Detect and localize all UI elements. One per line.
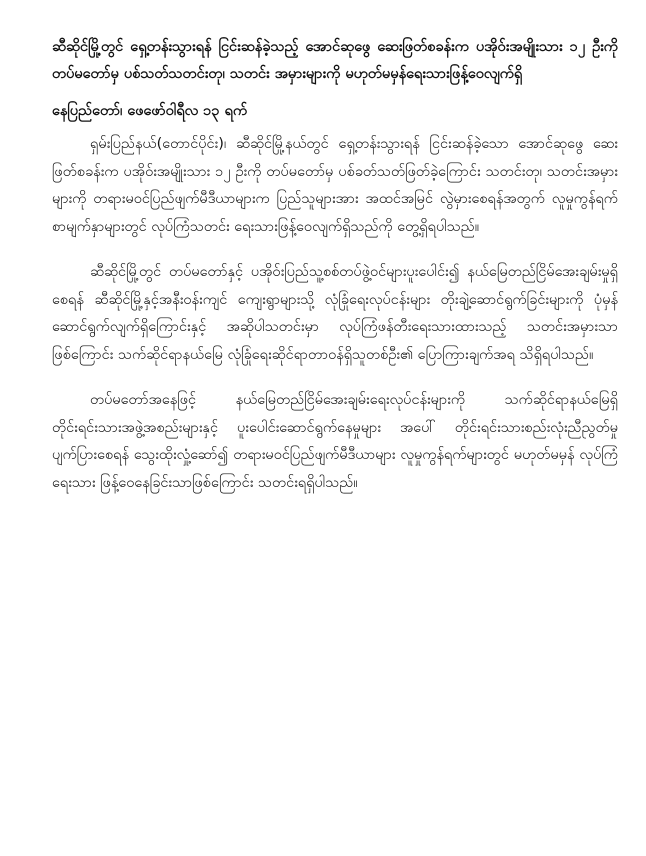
article-paragraph-2: ဆီဆိုင်မြို့တွင် တပ်မတော်နှင့် ပအိုဝ်းပြည်သူ့စစ်တပ်ဖွဲ့ဝင်များပူးပေါင်း၍ နယ်မြေတည်ငြိမ်အေးချမ်းမှုရှိစေရန် ဆီဆိုင်မြို့နှင့်အနီးဝန်းကျင် ကျေးရွာများသို့ လုံခြုံရေးလုပ်ငန်းများ တိုးချဲ့ဆောင်ရွက်ခြင်းများကို ပုံမှန်ဆောင်ရွက်လျက်ရှိကြောင်းနှင့် အဆိုပါသတင်းမှာ လုပ်ကြံဖန်တီးရေးသားထားသည့် သတင်းအမှားသာဖြစ်ကြောင်း သက်ဆိုင်ရာနယ်မြေ လုံခြုံရေးဆိုင်ရာတာဝန်ရှိသူတစ်ဦး၏ ပြောကြားချက်အရ သိရှိရပါသည်။: [52, 264, 618, 363]
article-paragraph-3: တပ်မတော်အနေဖြင့် နယ်မြေတည်ငြိမ်အေးချမ်းရေးလုပ်ငန်းများကို သက်ဆိုင်ရာနယ်မြေရှိ တိုင်းရင်းသားအဖွဲ့အစည်းများနှင့် ပူးပေါင်းဆောင်ရွက်နေမှုများ အပေါ် တိုင်းရင်းသားစည်းလုံးညီညွတ်မှုပျက်ပြားစေရန် သွေးထိုးလှုံ့ဆော်၍ တရားမဝင်ပြည်ဖျက်မီဒီယာများ လူမှုကွန်ရက်များတွင် မဟုတ်မမှန် လုပ်ကြံရေးသား ဖြန့်ဝေနေခြင်းသာဖြစ်ကြောင်း သတင်းရရှိပါသည်။: [52, 392, 618, 491]
article-headline: ဆီဆိုင်မြို့တွင် ရှေ့တန်းသွားရန် ငြင်းဆန်ခဲ့သည့် အောင်ဆုဖွေ ဆေးဖြတ်စခန်းက ပအိုဝ်းအမျိုးသား ၁၂ ဦးကို တပ်မတော်မှ ပစ်သတ်သတင်းတု၊ သတင်း အမှားများကို မဟုတ်မမှန်ရေးသားဖြန့်ဝေလျက်ရှိ: [52, 39, 618, 82]
article-paragraph-1: ရှမ်းပြည်နယ်(တောင်ပိုင်း)၊ ဆီဆိုင်မြို့နယ်တွင် ရှေ့တန်းသွားရန် ငြင်းဆန်ခဲ့သော အောင်ဆုဖွေ ဆေးဖြတ်စခန်းက ပအိုဝ်းအမျိုးသား ၁၂ ဦးကို တပ်မတော်မှ ပစ်ခတ်သတ်ဖြတ်ခဲ့ကြောင်း သတင်းတု၊ သတင်းအမှားများကို တရားမဝင်ပြည်ဖျက်မီဒီယာများက ပြည်သူများအား အထင်အမြင် လွဲမှားစေရန်အတွက် လူမှုကွန်ရက်စာမျက်နှာများတွင် လုပ်ကြံသတင်း ရေးသားဖြန့်ဝေလျက်ရှိသည်ကို တွေ့ရှိရပါသည်။: [52, 136, 618, 235]
news-article: [52, 34, 618, 515]
article-dateline: နေပြည်တော်၊ ဖေဖော်ဝါရီလ ၁၃ ရက်: [52, 103, 248, 119]
